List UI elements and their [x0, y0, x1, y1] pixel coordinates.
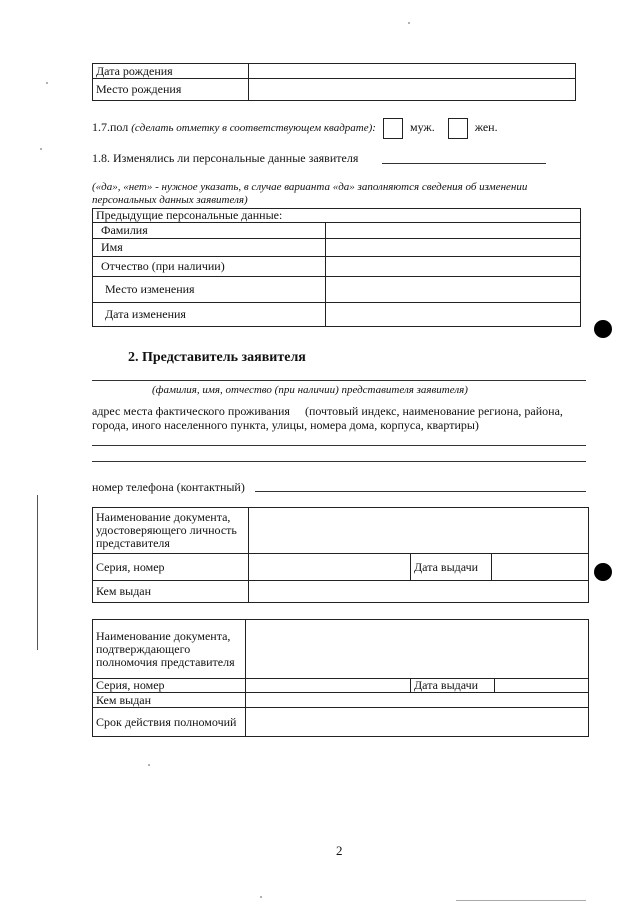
birth-date-label: Дата рождения [93, 64, 249, 79]
scan-speck [260, 896, 262, 898]
prev-surname-field[interactable] [326, 223, 581, 239]
scan-speck [40, 148, 42, 150]
page-number: 2 [336, 843, 343, 858]
previous-header: Предыдущие персональные данные: [93, 209, 581, 223]
prev-change-date-field[interactable] [326, 303, 581, 327]
id-doc-date-label: Дата выдачи [411, 554, 492, 581]
punch-hole-bottom [594, 563, 612, 581]
auth-doc-name-label: Наименование документа, подтверждающего полномочия представителя [93, 620, 246, 679]
prev-patronymic-field[interactable] [326, 257, 581, 277]
birth-place-label: Место рождения [93, 79, 249, 101]
auth-doc-validity-label: Срок действия полномочий [93, 708, 246, 737]
representative-name-hint: (фамилия, имя, отчество (при наличии) представителя заявителя) [152, 384, 468, 396]
margin-bar [37, 495, 38, 650]
birth-table [92, 63, 576, 101]
id-doc-issued-field[interactable] [249, 581, 589, 603]
previous-data-table [92, 208, 581, 327]
phone-label: номер телефона (контактный) [92, 480, 245, 494]
gender-row [92, 116, 572, 138]
changed-label: 1.8. Изменялись ли персональные данные заявителя [92, 151, 359, 165]
auth-doc-series-field[interactable] [246, 679, 411, 693]
prev-change-place-label: Место изменения [93, 277, 326, 303]
id-document-table [92, 507, 589, 603]
address-line-1[interactable] [92, 445, 586, 446]
scan-speck [46, 82, 48, 84]
gender-hint: (сделать отметку в соответствующем квадрате): [131, 122, 376, 134]
section2-title: 2. Представитель заявителя [128, 350, 306, 365]
male-label: муж. [409, 120, 435, 134]
gender-prefix: 1.7.пол [92, 120, 129, 134]
auth-doc-date-label: Дата выдачи [411, 679, 495, 693]
phone-line[interactable] [255, 491, 586, 492]
prev-change-date-label: Дата изменения [93, 303, 326, 327]
auth-doc-issued-label: Кем выдан [93, 693, 246, 708]
auth-doc-date-field[interactable] [495, 679, 589, 693]
scan-edge-line [456, 900, 586, 901]
scan-speck [148, 764, 150, 766]
id-doc-name-field[interactable] [249, 508, 589, 554]
scan-speck [408, 22, 410, 24]
id-doc-date-field[interactable] [492, 554, 589, 581]
prev-patronymic-label: Отчество (при наличии) [93, 257, 326, 277]
prev-surname-label: Фамилия [93, 223, 326, 239]
auth-doc-series-label: Серия, номер [93, 679, 246, 693]
auth-doc-validity-field[interactable] [246, 708, 589, 737]
birth-date-field[interactable] [249, 64, 576, 79]
id-doc-name-label: Наименование документа, удостоверяющего личность представителя [93, 508, 249, 554]
representative-name-line[interactable] [92, 380, 586, 381]
female-checkbox[interactable] [448, 118, 468, 139]
auth-doc-name-field[interactable] [246, 620, 589, 679]
changed-answer-line[interactable] [382, 163, 546, 164]
auth-doc-issued-field[interactable] [246, 693, 589, 708]
address-label: адрес места фактического проживания (почтовый индекс, наименование региона, района, города, иного населенного пункта, улицы, номера дома, корпуса, квартиры) [92, 404, 566, 432]
male-checkbox[interactable] [383, 118, 403, 139]
female-label: жен. [474, 120, 498, 134]
prev-change-place-field[interactable] [326, 277, 581, 303]
id-doc-series-field[interactable] [249, 554, 411, 581]
changed-note: («да», «нет» - нужное указать, в случае варианта «да» заполняются сведения об изменении персональных данных заявителя) [92, 181, 528, 206]
authority-document-table [92, 619, 589, 737]
id-doc-series-label: Серия, номер [93, 554, 249, 581]
punch-hole-top [594, 320, 612, 338]
prev-name-label: Имя [93, 239, 326, 257]
prev-name-field[interactable] [326, 239, 581, 257]
address-line-2[interactable] [92, 461, 586, 462]
id-doc-issued-label: Кем выдан [93, 581, 249, 603]
birth-place-field[interactable] [249, 79, 576, 101]
